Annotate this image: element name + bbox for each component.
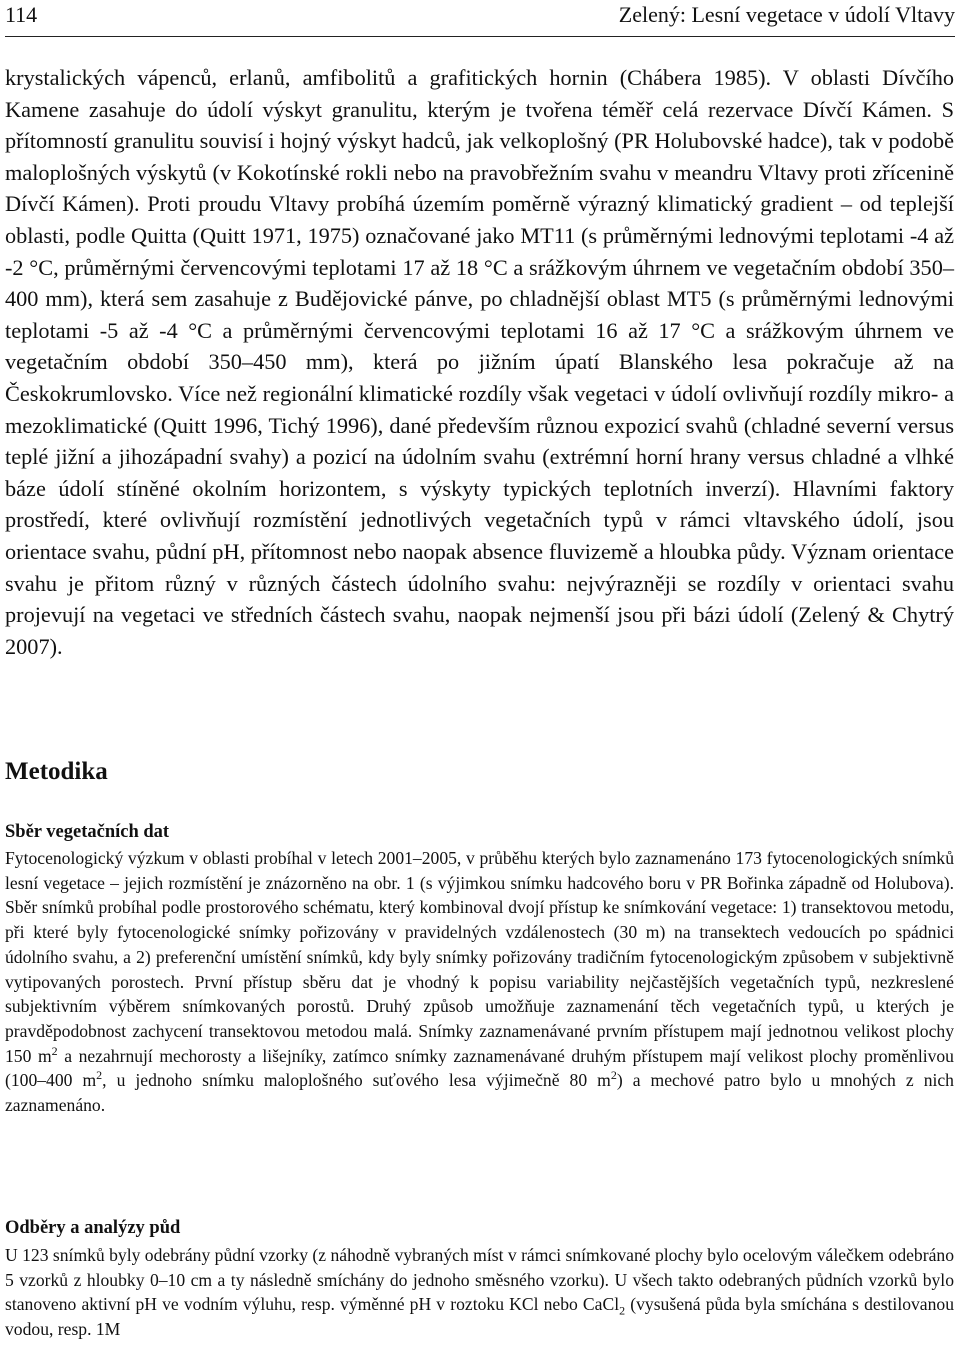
paragraph-text: , u jednoho snímku maloplošného suťového lesa výjimečně 80 m [102, 1070, 611, 1091]
section-title-metodika: Metodika [5, 758, 108, 785]
subsection-title-odbery-pud: Odběry a analýzy půd [5, 1218, 181, 1238]
subsection-paragraph-odbery-pud [5, 1243, 954, 1342]
superscript: 2 [96, 1068, 103, 1083]
paragraph-text: (vysušená půda byla smíchána s destilovanou vodou, resp. 1M [5, 1294, 954, 1340]
page-number: 114 [5, 2, 38, 27]
intro-paragraph: krystalických vápenců, erlanů, amfibolitů a grafitických hornin (Chábera 1985). V oblasti Dívčího Kamene zasahuje do údolí výskyt granulitu, kterým je tvořena téměř celá rezervace Dívčí Kámen. S přítomností granulitu souvisí i hojný výskyt hadců, jak velkoplošný (PR Holubovské hadce), tak v podobě maloplošných výskytů (v Kokotínské rokli nebo na pravobřežním svahu v meandru Vltavy proti zřícenině Dívčí Kámen). Proti proudu Vltavy probíhá územím poměrně výrazný klimatický gradient – od teplejší oblasti, podle Quitta (Quitt 1971, 1975) označované jako MT11 (s průměrnými lednovými teplotami -4 až -2 °C, průměrnými červencovými teplotami 17 až 18 °C a srážkovým úhrnem ve vegetačním období 350–400 mm), která sem zasahuje z Budějovické pánve, po chladnější oblast MT5 (s průměrnými lednovými teplotami -5 až -4 °C a průměrnými červencovými teplotami 16 až 17 °C a srážkovým úhrnem ve vegetačním období 350–450 mm), která po jižním úpatí Blanského lesa pokračuje až na Českokrumlovsko. Více než regionální klimatické rozdíly však vegetaci v údolí ovlivňují rozdíly mikro- a mezoklimatické (Quitt 1996, Tichý 1996), dané především různou expozicí svahů (chladné severní versus teplé jižní a jihozápadní svahy) a pozicí na údolním svahu (extrémní horní hrany versus chladné a vlhké báze údolí stíněné okolním horizontem, s výskyty typických teplotních inverzí). Hlavními faktory prostředí, které ovlivňují rozmístění jednotlivých vegetačních typů v rámci vltavského údolí, jsou orientace svahu, půdní pH, přítomnost nebo naopak absence fluvizemě a hloubka půdy. Význam orientace svahu je přitom různý v různých částech údolního svahu: nejvýrazněji se rozdíly v orientaci svahu projevují na vegetaci ve středních částech svahu, naopak nejmenší jsou při bázi údolí (Zelený & Chytrý 2007). [5, 65, 954, 659]
running-title: Zelený: Lesní vegetace v údolí Vltavy [618, 2, 955, 27]
subsection-paragraph-sber-dat [5, 846, 954, 1118]
paragraph-text: U 123 snímků byly odebrány půdní vzorky (z náhodně vybraných míst v rámci snímkované plochy bylo ocelovým válečkem odebráno 5 vzorků z hloubky 0–10 cm a ty následně smíchány do jednoho směsného vzorku). U všech takto odebraných půdních vzorků bylo stanoveno aktivní pH ve vodním výluhu, resp. výměnné pH v roztoku KCl nebo CaCl [5, 1245, 954, 1315]
paragraph-text: ) a mechové patro bylo u mnohých z nich zaznamenáno. [5, 1070, 954, 1116]
superscript: 2 [610, 1068, 617, 1083]
subsection-title-sber-dat: Sběr vegetačních dat [5, 822, 170, 842]
paragraph-text: a nezahrnují mechorosty a lišejníky, zatímco snímky zaznamenávané druhým přístupem mají velikost plochy proměnlivou (100–400 m [5, 1045, 954, 1091]
page-header [5, 0, 955, 37]
paragraph-text: Fytocenologický výzkum v oblasti probíhal v letech 2001–2005, v průběhu kterých bylo zaznamenáno 173 fytocenologických snímků lesní vegetace – jejich rozmístění je znázorněno na obr. 1 (s výjimkou snímku hadcového boru v PR Bořinka západně od Holubova). Sběr snímků probíhal podle prostorového schématu, který kombinoval dvojí přístup ke snímkování vegetace: 1) transektovou metodu, při které byly fytocenologické snímky pořizovány v pravidelných vzdálenostech (30 m) na transektech vedoucích po spádnici údolního svahu, a 2) preferenční umístění snímků, kdy byly snímky pořizovány tradičním fytocenologickým způsobem v subjektivně vytipovaných porostech. První přístup sběru dat je vhodný k popisu variability nejčastějších vegetačních typů, nezkreslené subjektivním výběrem snímkovaných porostů. Druhý způsob umožňuje zaznamenání těch vegetačních typů, u kterých je pravděpodobnost zachycení transektovou metodou malá. Snímky zaznamenávané prvním přístupem mají jednotnou velikost plochy 150 m [5, 848, 954, 1066]
subscript: 2 [619, 1303, 626, 1318]
superscript: 2 [51, 1043, 58, 1058]
